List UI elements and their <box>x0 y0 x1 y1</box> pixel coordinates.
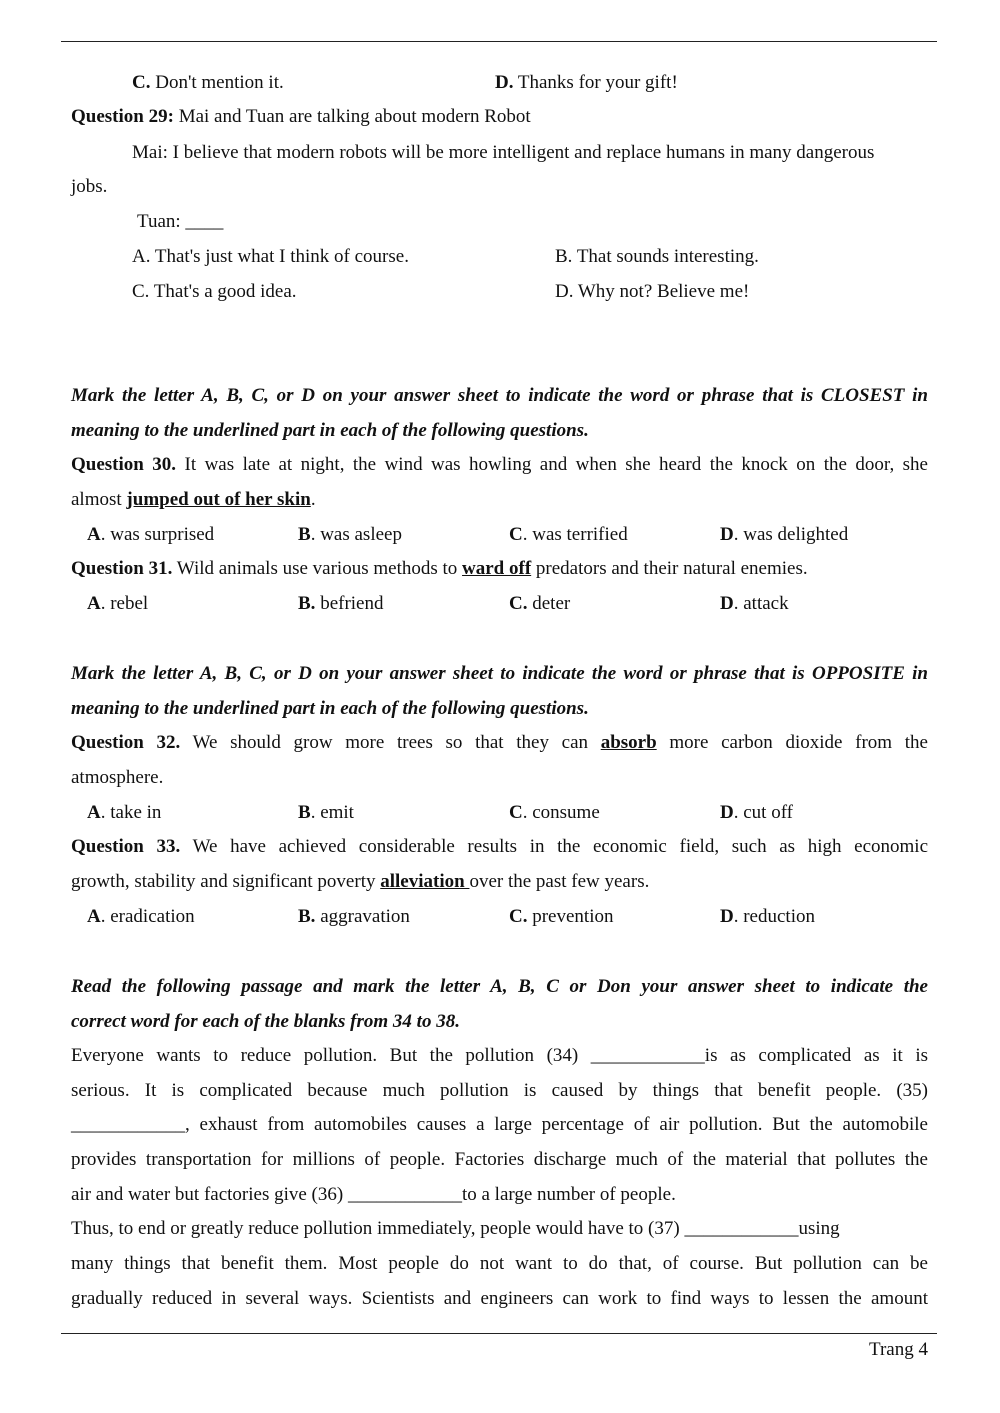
passage-line-3: ____________, exhaust from automobiles causes a large percentage of air pollution. But the automobile <box>71 1114 928 1135</box>
q33-option-b: B. aggravation <box>298 906 410 927</box>
q32-option-a: A. take in <box>87 802 162 823</box>
q28-option-c: C. Don't mention it. <box>132 72 284 93</box>
q31-option-a: A. rebel <box>87 593 149 614</box>
q30-stem-line1: Question 30. It was late at night, the wind was howling and when she heard the knock on the door, she <box>71 454 928 475</box>
q33-stem-line2: growth, stability and significant poverty alleviation over the past few years. <box>71 871 650 892</box>
q31-stem: Question 31. Wild animals use various methods to ward off predators and their natural enemies. <box>71 558 808 579</box>
q29-option-b: B. That sounds interesting. <box>555 246 759 267</box>
q29-option-d: D. Why not? Believe me! <box>555 281 750 302</box>
q30-underlined-phrase: jumped out of her skin <box>126 489 311 510</box>
page-number: Trang 4 <box>869 1339 928 1360</box>
q32-stem-line2: atmosphere. <box>71 767 164 788</box>
passage-line-7: many things that benefit them. Most people do not want to do that, of course. But pollution can be <box>71 1253 928 1274</box>
q30-option-c: C. was terrified <box>509 524 628 545</box>
q32-stem-line1: Question 32. We should grow more trees so that they can absorb more carbon dioxide from the <box>71 732 928 753</box>
passage-line-6: Thus, to end or greatly reduce pollution immediately, people would have to (37) ____________using <box>71 1218 840 1239</box>
q32-option-c: C. consume <box>509 802 600 823</box>
passage-line-2: serious. It is complicated because much pollution is caused by things that benefit people. (35) <box>71 1080 928 1101</box>
instruction-closest-line2: meaning to the underlined part in each of the following questions. <box>71 420 589 441</box>
q29-mai-line1: Mai: I believe that modern robots will be more intelligent and replace humans in many dangerous <box>132 142 875 163</box>
q32-option-d: D. cut off <box>720 802 794 823</box>
q29-option-a: A. That's just what I think of course. <box>132 246 409 267</box>
q29-mai-line2: jobs. <box>71 176 108 197</box>
passage-line-5: air and water but factories give (36) ____________to a large number of people. <box>71 1184 676 1205</box>
q33-option-a: A. eradication <box>87 906 195 927</box>
q33-underlined-word: alleviation <box>380 871 470 892</box>
q30-option-d: D. was delighted <box>720 524 849 545</box>
q33-option-d: D. reduction <box>720 906 815 927</box>
q29-stem: Question 29: Mai and Tuan are talking about modern Robot <box>71 106 531 127</box>
instruction-closest-line1: Mark the letter A, B, C, or D on your answer sheet to indicate the word or phrase that is CLOSEST in <box>71 385 928 406</box>
q30-stem-line2: almost jumped out of her skin. <box>71 489 316 510</box>
passage-line-1: Everyone wants to reduce pollution. But the pollution (34) ____________is as complicated as it is <box>71 1045 928 1066</box>
passage-line-4: provides transportation for millions of people. Factories discharge much of the material that pollutes the <box>71 1149 928 1170</box>
q29-option-c: C. That's a good idea. <box>132 281 297 302</box>
header-rule <box>61 41 937 42</box>
q31-underlined-phrase: ward off <box>462 558 532 579</box>
footer-rule <box>61 1333 937 1334</box>
instruction-passage-line2: correct word for each of the blanks from 34 to 38. <box>71 1011 460 1032</box>
q33-option-c: C. prevention <box>509 906 614 927</box>
q32-underlined-word: absorb <box>600 732 657 753</box>
instruction-opposite-line2: meaning to the underlined part in each of the following questions. <box>71 698 589 719</box>
q28-option-d: D. Thanks for your gift! <box>495 72 678 93</box>
passage-line-8: gradually reduced in several ways. Scientists and engineers can work to find ways to lessen the amount <box>71 1288 928 1309</box>
instruction-passage-line1: Read the following passage and mark the letter A, B, C or Don your answer sheet to indicate the <box>71 976 928 997</box>
q31-option-d: D. attack <box>720 593 789 614</box>
q30-option-a: A. was surprised <box>87 524 215 545</box>
instruction-opposite-line1: Mark the letter A, B, C, or D on your answer sheet to indicate the word or phrase that is OPPOSITE in <box>71 663 928 684</box>
q31-option-c: C. deter <box>509 593 571 614</box>
q33-stem-line1: Question 33. We have achieved considerable results in the economic field, such as high economic <box>71 836 928 857</box>
q32-option-b: B. emit <box>298 802 354 823</box>
q30-option-b: B. was asleep <box>298 524 402 545</box>
q31-option-b: B. befriend <box>298 593 384 614</box>
q29-tuan: Tuan: ____ <box>137 211 224 232</box>
